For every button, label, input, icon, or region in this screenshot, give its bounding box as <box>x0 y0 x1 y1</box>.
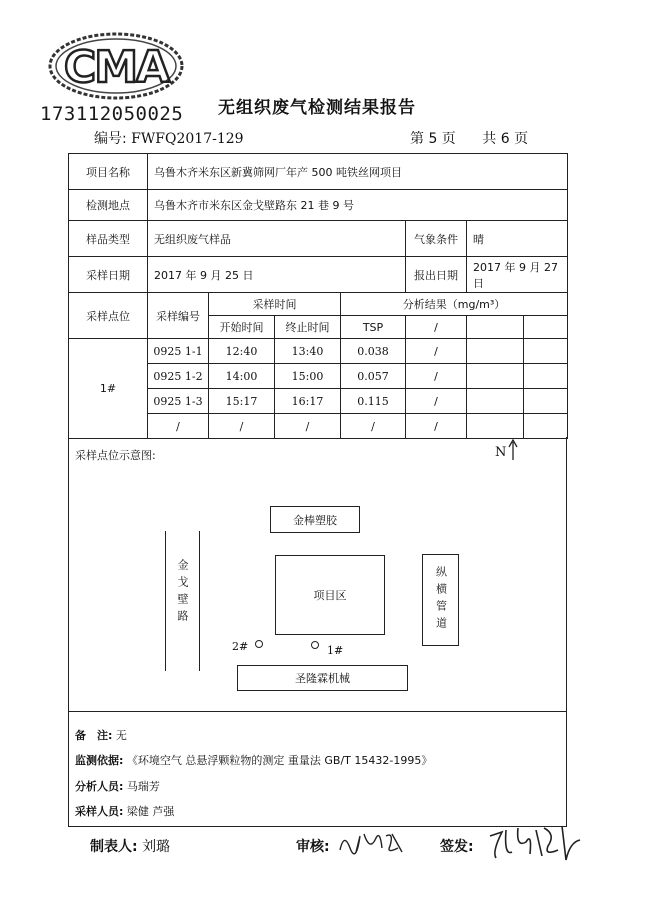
end-time: 16:17 <box>275 389 341 414</box>
end-time-label: 终止时间 <box>275 316 341 339</box>
tsp-value: 0.115 <box>341 389 406 414</box>
basis-row <box>75 752 432 768</box>
maker-label: 制表人: <box>90 839 138 855</box>
sample-type-label: 样品类型 <box>69 221 148 257</box>
sample-no: / <box>148 414 209 439</box>
svg-text:CMA: CMA <box>63 42 169 93</box>
end-time: 15:00 <box>275 364 341 389</box>
start-time: 15:17 <box>209 389 275 414</box>
analyst-value: 马瑞芳 <box>126 780 160 793</box>
diagram-label: 采样点位示意图: <box>75 449 156 462</box>
start-time: / <box>209 414 275 439</box>
north-label: N <box>495 445 507 460</box>
building-bottom: 圣隆霖机械 <box>237 665 408 691</box>
sampler-label: 采样人员: <box>75 805 124 818</box>
sampling-site-diagram <box>68 437 567 712</box>
report-no-label: 编号: <box>94 131 127 147</box>
result-col4 <box>524 339 568 364</box>
end-time: 13:40 <box>275 339 341 364</box>
result-col2: / <box>406 364 467 389</box>
maker-value: 刘璐 <box>142 839 171 855</box>
sample-no-label: 采样编号 <box>148 293 209 339</box>
cma-seal-logo <box>46 30 186 102</box>
result-col3 <box>467 414 524 439</box>
results-table <box>68 153 568 439</box>
start-time: 12:40 <box>209 339 275 364</box>
issuer <box>440 836 474 856</box>
right-road-label: 纵横管道 <box>422 554 459 646</box>
site-label: 检测地点 <box>69 190 148 221</box>
reviewer-label: 审核: <box>296 839 330 855</box>
project-value: 乌鲁木齐米东区新冀筛网厂年产 500 吨铁丝网项目 <box>148 154 568 190</box>
weather-value: 晴 <box>467 221 568 257</box>
left-road-label: 金戈壁路 <box>176 559 189 627</box>
point2-label: 2# <box>232 640 249 653</box>
sample-no: 0925 1-2 <box>148 364 209 389</box>
tsp-value: 0.057 <box>341 364 406 389</box>
start-time-label: 开始时间 <box>209 316 275 339</box>
result-col4 <box>524 389 568 414</box>
page-info <box>410 128 532 148</box>
result-col3 <box>467 364 524 389</box>
reviewer-signature <box>336 826 406 858</box>
project-label: 项目名称 <box>69 154 148 190</box>
basis-label: 监测依据: <box>75 754 124 767</box>
result-col2: / <box>406 389 467 414</box>
remark-label: 备 注: <box>75 729 113 742</box>
issuer-label: 签发: <box>440 839 474 855</box>
point1-marker-icon <box>311 641 319 649</box>
remark-row <box>75 727 127 743</box>
point1-label: 1# <box>327 644 344 657</box>
result-col4 <box>524 414 568 439</box>
result-col2-label: / <box>406 316 467 339</box>
report-no-value: FWFQ2017-129 <box>131 131 244 147</box>
reviewer <box>296 836 330 856</box>
time-label: 采样时间 <box>209 293 341 316</box>
tsp-value: / <box>341 414 406 439</box>
result-col4 <box>524 364 568 389</box>
sampler-value: 梁健 芦强 <box>126 805 175 818</box>
sample-no: 0925 1-1 <box>148 339 209 364</box>
report-number <box>94 128 244 148</box>
document-title: 无组织废气检测结果报告 <box>218 98 416 118</box>
building-top: 金棒塑胶 <box>270 506 360 533</box>
weather-label: 气象条件 <box>406 221 467 257</box>
north-arrow-icon <box>508 439 518 461</box>
road-left-line <box>199 531 200 671</box>
sampling-date-value: 2017 年 9 月 25 日 <box>148 257 406 293</box>
issuer-signature <box>486 822 586 866</box>
point2-marker-icon <box>255 640 263 648</box>
remark-value: 无 <box>115 729 127 742</box>
page-number: 第 5 页 <box>410 131 456 147</box>
maker <box>90 836 170 856</box>
report-date-value: 2017 年 9 月 27 日 <box>467 257 568 293</box>
result-col3 <box>467 339 524 364</box>
result-label: 分析结果（mg/m³） <box>341 293 568 316</box>
sample-type-value: 无组织废气样品 <box>148 221 406 257</box>
point-value: 1# <box>69 339 148 439</box>
result-col2: / <box>406 339 467 364</box>
footer-info <box>68 712 567 827</box>
page-total: 共 6 页 <box>482 131 529 147</box>
sampling-date-label: 采样日期 <box>69 257 148 293</box>
basis-value: 《环境空气 总悬浮颗粒物的测定 重量法 GB/T 15432-1995》 <box>126 754 433 767</box>
end-time: / <box>275 414 341 439</box>
analyst-label: 分析人员: <box>75 780 124 793</box>
sample-no: 0925 1-3 <box>148 389 209 414</box>
point-label: 采样点位 <box>69 293 148 339</box>
analyst-row <box>75 778 160 794</box>
result-col2: / <box>406 414 467 439</box>
report-date-label: 报出日期 <box>406 257 467 293</box>
start-time: 14:00 <box>209 364 275 389</box>
road-left-line <box>165 531 166 671</box>
seal-code: 173112050025 <box>40 103 184 125</box>
project-area: 项目区 <box>275 555 385 635</box>
tsp-label: TSP <box>341 316 406 339</box>
site-value: 乌鲁木齐市米东区金戈壁路东 21 巷 9 号 <box>148 190 568 221</box>
result-col3-label <box>467 316 524 339</box>
result-col3 <box>467 389 524 414</box>
tsp-value: 0.038 <box>341 339 406 364</box>
result-col4-label <box>524 316 568 339</box>
sampler-row <box>75 803 174 819</box>
